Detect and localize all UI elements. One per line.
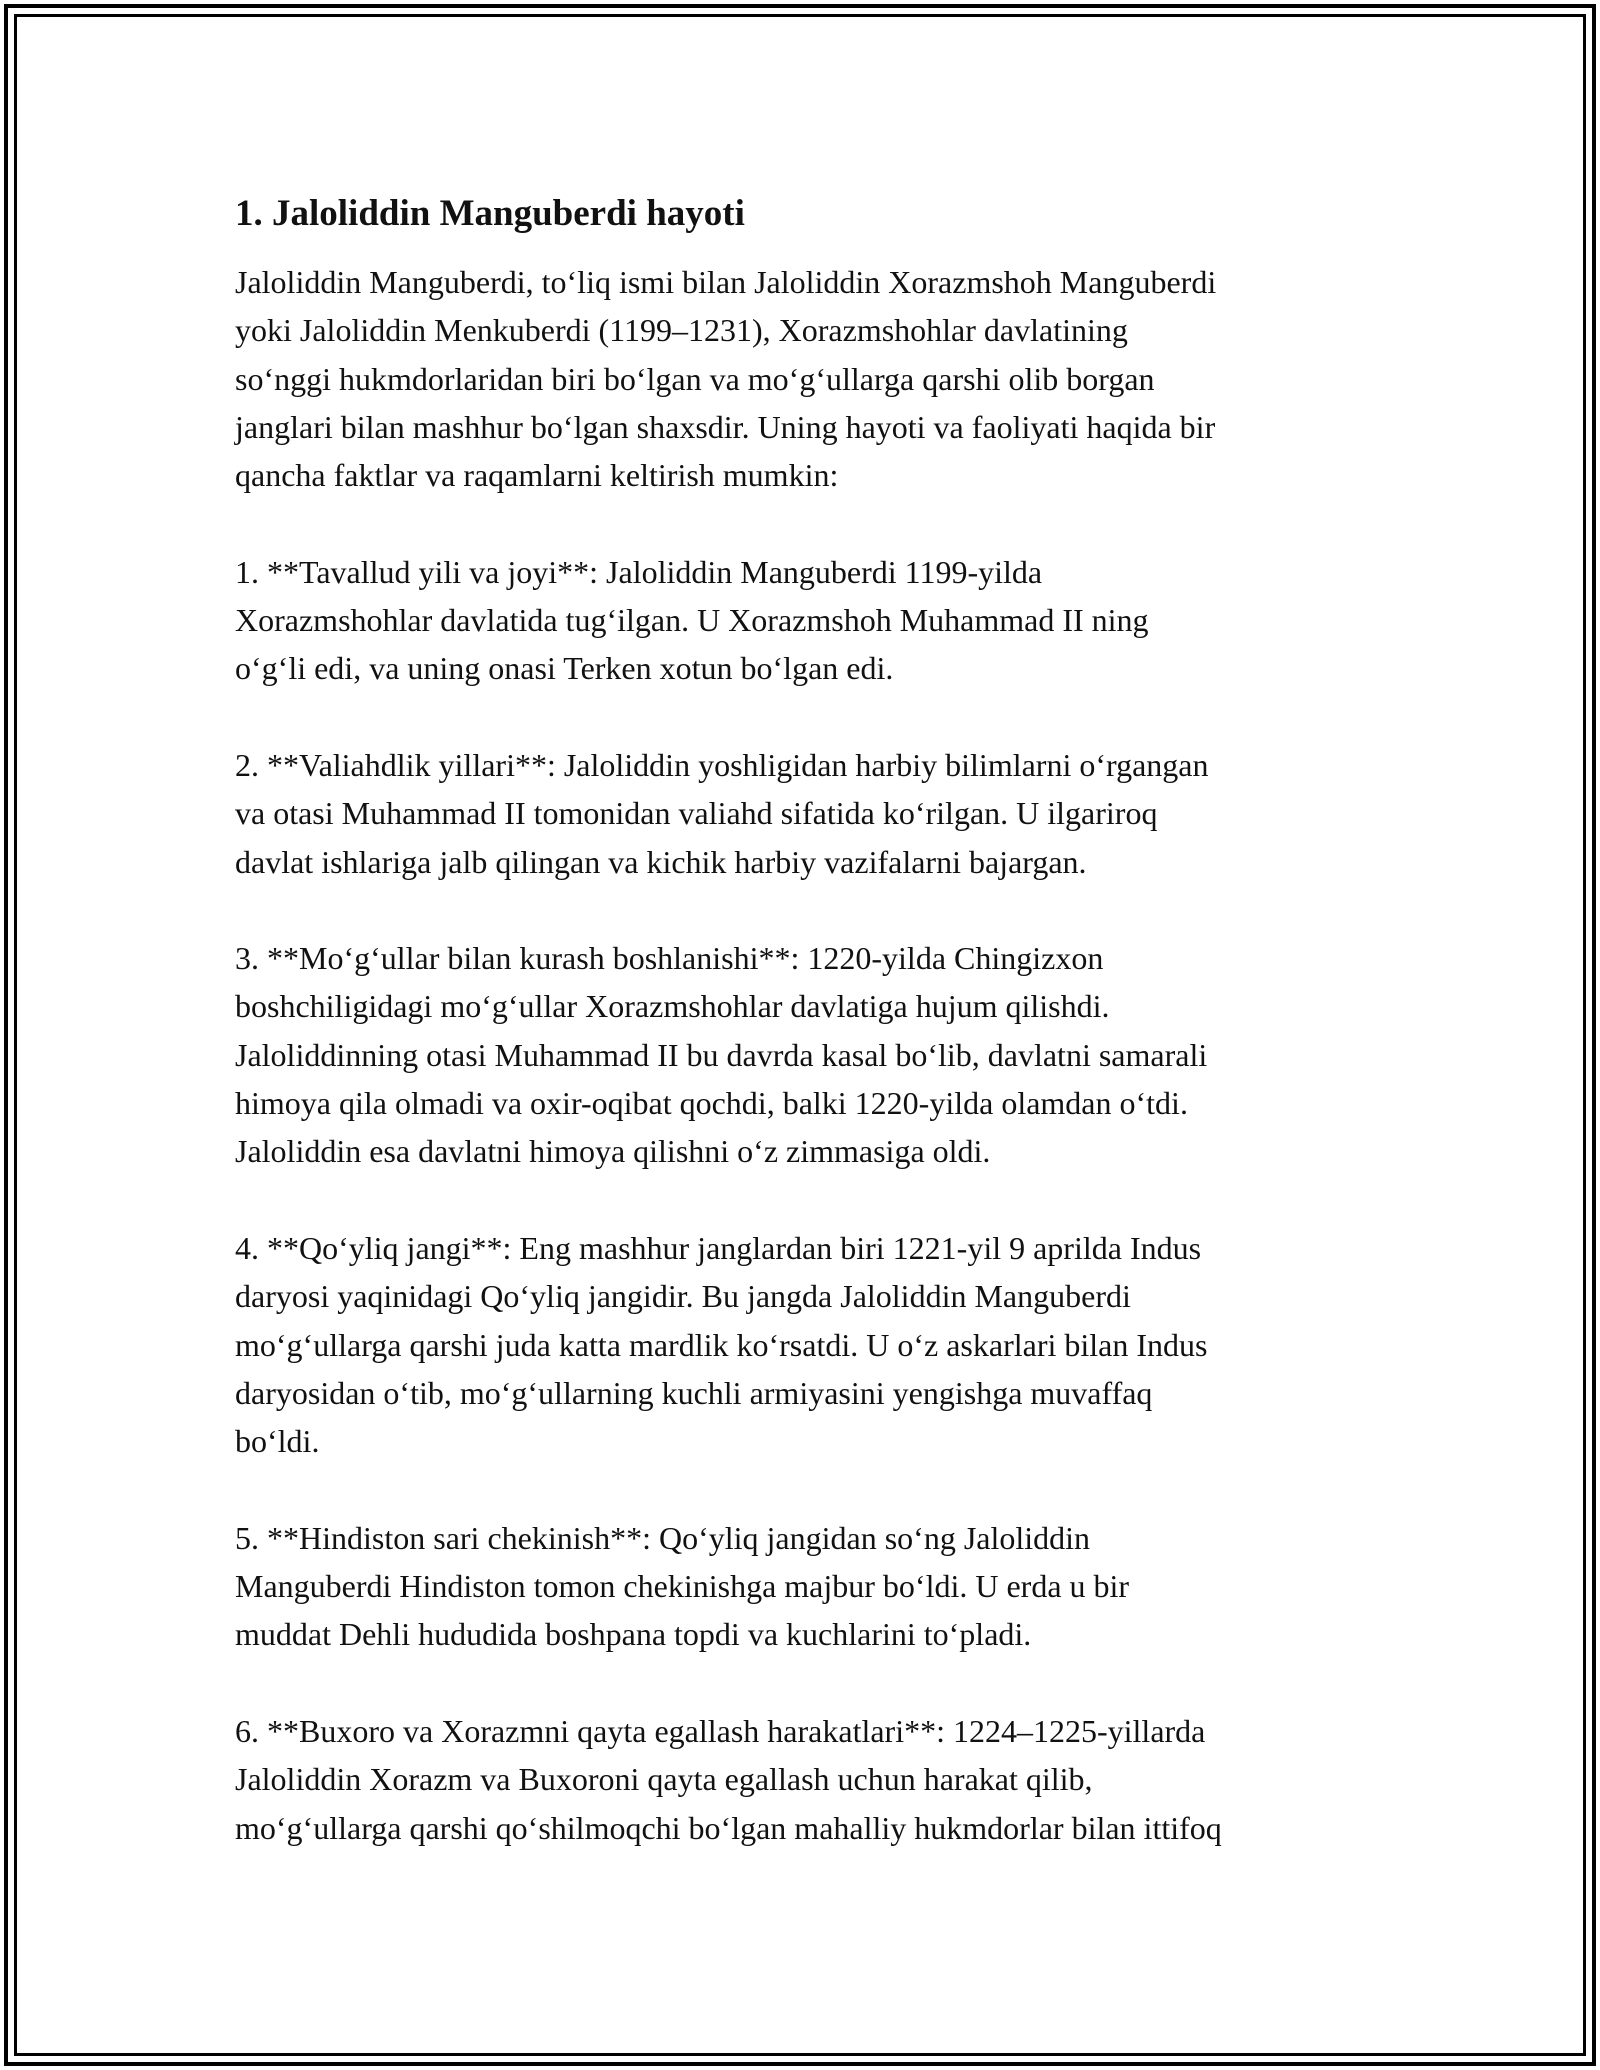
text-line: 2. **Valiahdlik yillari**: Jaloliddin yoshligidan harbiy bilimlarni o‘rgangan bbox=[235, 746, 1209, 783]
text-line: Jaloliddin Xorazm va Buxoroni qayta egallash uchun harakat qilib, bbox=[235, 1761, 1093, 1798]
text-line: himoya qila olmadi va oxir-oqibat qochdi, balki 1220-yilda olamdan o‘tdi. bbox=[235, 1085, 1188, 1122]
text-line: davlat ishlariga jalb qilingan va kichik harbiy vazifalarni bajargan. bbox=[235, 843, 1087, 880]
text-line: muddat Dehli hududida boshpana topdi va kuchlarini to‘pladi. bbox=[235, 1616, 1032, 1653]
text-line: daryosidan o‘tib, mo‘g‘ullarning kuchli armiyasini yengishga muvaffaq bbox=[235, 1374, 1153, 1411]
text-line: 3. **Mo‘g‘ullar bilan kurash boshlanishi**: 1220-yilda Chingizxon bbox=[235, 940, 1104, 977]
text-line: mo‘g‘ullarga qarshi qo‘shilmoqchi bo‘lgan mahalliy hukmdorlar bilan ittifoq bbox=[235, 1809, 1222, 1846]
text-line: Xorazmshohlar davlatida tug‘ilgan. U Xorazmshoh Muhammad II ning bbox=[235, 602, 1149, 639]
text-line: Manguberdi Hindiston tomon chekinishga majbur bo‘ldi. U erda u bir bbox=[235, 1568, 1130, 1605]
document-title: 1. Jaloliddin Manguberdi hayoti bbox=[235, 193, 745, 234]
paragraph-item-5 bbox=[235, 1514, 1385, 1659]
text-line: va otasi Muhammad II tomonidan valiahd sifatida ko‘rilgan. U ilgariroq bbox=[235, 795, 1158, 832]
text-line: Jaloliddin Manguberdi, to‘liq ismi bilan Jaloliddin Xorazmshoh Manguberdi bbox=[235, 264, 1217, 300]
paragraph-item-3 bbox=[235, 934, 1385, 1175]
text-line: bo‘ldi. bbox=[235, 1423, 320, 1460]
paragraph-item-2 bbox=[235, 741, 1385, 886]
text-line: o‘g‘li edi, va uning onasi Terken xotun bo‘lgan edi. bbox=[235, 650, 894, 687]
text-line: yoki Jaloliddin Menkuberdi (1199–1231), Xorazmshohlar davlatining bbox=[235, 312, 1128, 349]
paragraph-item-4 bbox=[235, 1224, 1385, 1465]
text-line: 6. **Buxoro va Xorazmni qayta egallash harakatlari**: 1224–1225-yillarda bbox=[235, 1712, 1206, 1749]
text-line: so‘nggi hukmdorlaridan biri bo‘lgan va mo‘g‘ullarga qarshi olib borgan bbox=[235, 360, 1155, 397]
text-line: daryosi yaqinidagi Qo‘yliq jangidir. Bu jangda Jaloliddin Manguberdi bbox=[235, 1278, 1131, 1315]
paragraph-item-6 bbox=[235, 1707, 1385, 1852]
document-body bbox=[235, 188, 1385, 1900]
paragraph-item-1 bbox=[235, 548, 1385, 693]
text-line: mo‘g‘ullarga qarshi juda katta mardlik ko‘rsatdi. U o‘z askarlari bilan Indus bbox=[235, 1326, 1208, 1363]
text-line: 5. **Hindiston sari chekinish**: Qo‘yliq jangidan so‘ng Jaloliddin bbox=[235, 1519, 1091, 1556]
text-line: 4. **Qo‘yliq jangi**: Eng mashhur janglardan biri 1221-yil 9 aprilda Indus bbox=[235, 1229, 1202, 1266]
text-line: qancha faktlar va raqamlarni keltirish mumkin: bbox=[235, 457, 839, 494]
text-line: Jaloliddin esa davlatni himoya qilishni o‘z zimmasiga oldi. bbox=[235, 1133, 991, 1170]
text-line: Jaloliddinning otasi Muhammad II bu davrda kasal bo‘lib, davlatni samarali bbox=[235, 1036, 1208, 1073]
text-line: janglari bilan mashhur bo‘lgan shaxsdir. Uning hayoti va faoliyati haqida bir bbox=[235, 408, 1216, 445]
text-line: boshchiligidagi mo‘g‘ullar Xorazmshohlar davlatiga hujum qilishdi. bbox=[235, 988, 1110, 1025]
paragraph-intro bbox=[235, 258, 1385, 499]
text-line: 1. **Tavallud yili va joyi**: Jaloliddin Manguberdi 1199-yilda bbox=[235, 553, 1043, 590]
